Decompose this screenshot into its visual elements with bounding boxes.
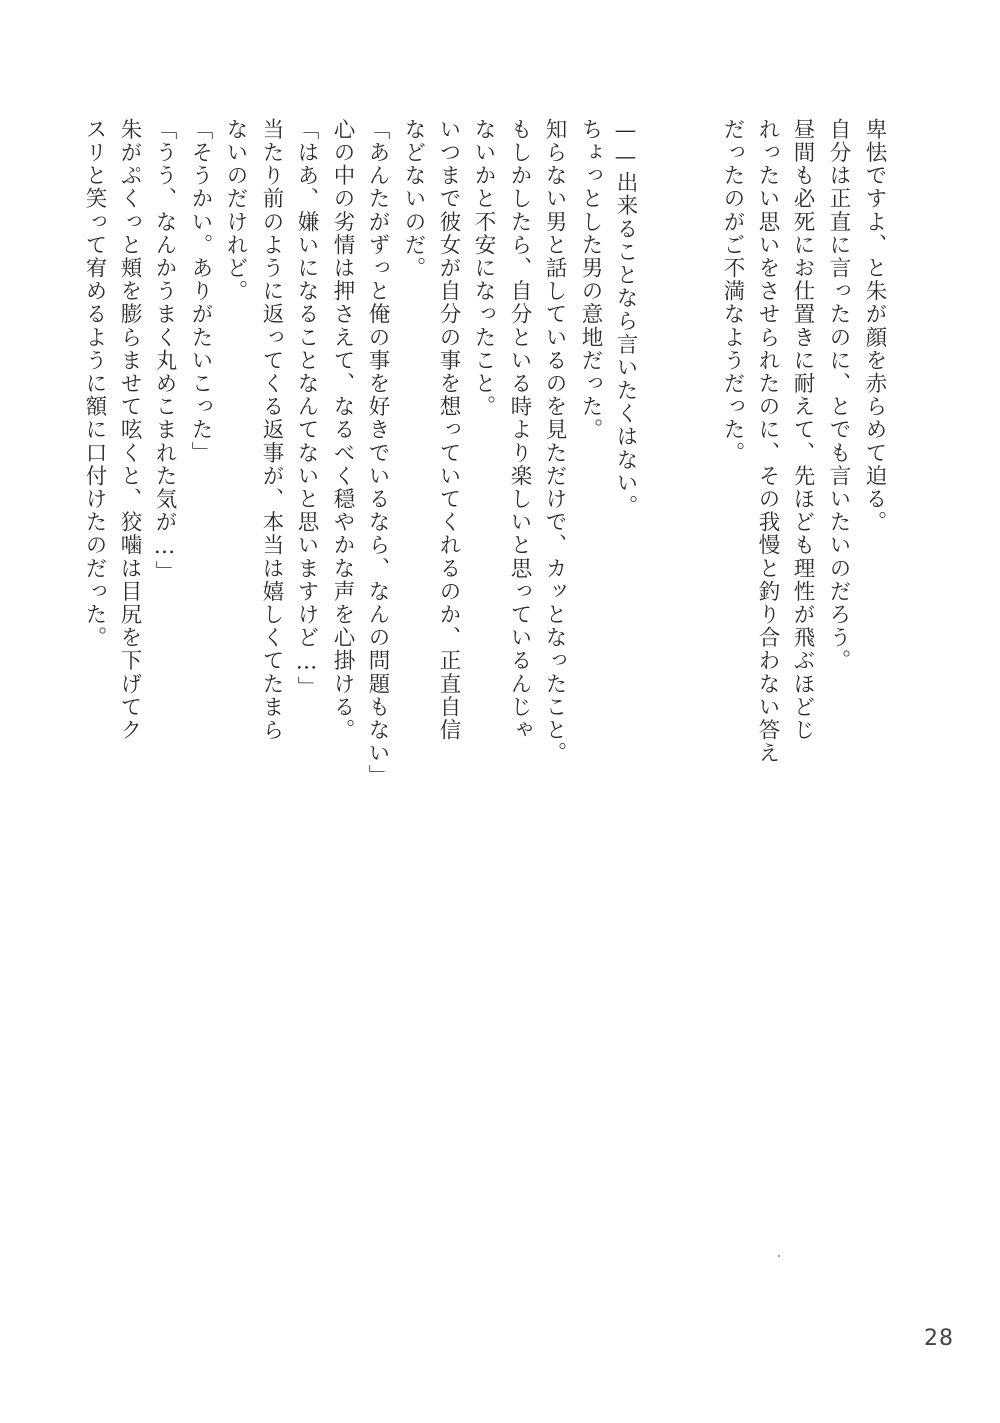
text-line: だったのがご不満なようだった。 bbox=[720, 118, 745, 465]
text-line: 「はあ、嫌いになることなんてないと思いますけど…」 bbox=[294, 118, 319, 699]
text-line: 「うう、なんかうまく丸めこまれた気が…」 bbox=[152, 118, 177, 584]
text-line: 卑怯ですよ、と朱が顔を赤らめて迫る。 bbox=[862, 118, 887, 534]
page-number: 28 bbox=[924, 1326, 954, 1351]
text-line: 「あんたがずっと俺の事を好きでいるなら、なんの問題もない」 bbox=[365, 118, 390, 788]
text-line: ないのだけれど。 bbox=[223, 118, 248, 303]
scan-speck bbox=[778, 1255, 780, 1257]
text-line: 知らない男と話しているのを見ただけで、カッとなったこと。 bbox=[542, 118, 567, 765]
text-line: いつまで彼女が自分の事を想っていてくれるのか、正直自信 bbox=[436, 118, 461, 742]
text-line: ちょっとした男の意地だった。 bbox=[578, 118, 603, 442]
text-line: もしかしたら、自分といる時より楽しいと思っているんじゃ bbox=[507, 118, 532, 742]
text-line: 「そうかい。ありがたいこった」 bbox=[188, 118, 213, 465]
text-line: などないのだ。 bbox=[401, 118, 426, 280]
text-line: 心の中の劣情は押さえて、なるべく穏やかな声を心掛ける。 bbox=[330, 118, 355, 742]
text-line: れったい思いをさせられたのに、その我慢と釣り合わない答え bbox=[755, 118, 780, 765]
text-line: ないかと不安になったこと。 bbox=[471, 118, 496, 419]
text-line: スリと笑って宥めるように額に口付けたのだった。 bbox=[82, 118, 107, 650]
text-line: ——出来ることなら言いたくはない。 bbox=[613, 118, 638, 518]
text-line: 昼間も必死にお仕置きに耐えて、先ほども理性が飛ぶほどじ bbox=[790, 118, 815, 742]
text-line: 自分は正直に言ったのに、とでも言いたいのだろう。 bbox=[826, 118, 851, 673]
text-line: 当たり前のように返ってくる返事が、本当は嬉しくてたまら bbox=[259, 118, 284, 742]
text-line: 朱がぷくっと頬を膨らませて呟くと、狡噛は目尻を下げてク bbox=[117, 118, 142, 742]
